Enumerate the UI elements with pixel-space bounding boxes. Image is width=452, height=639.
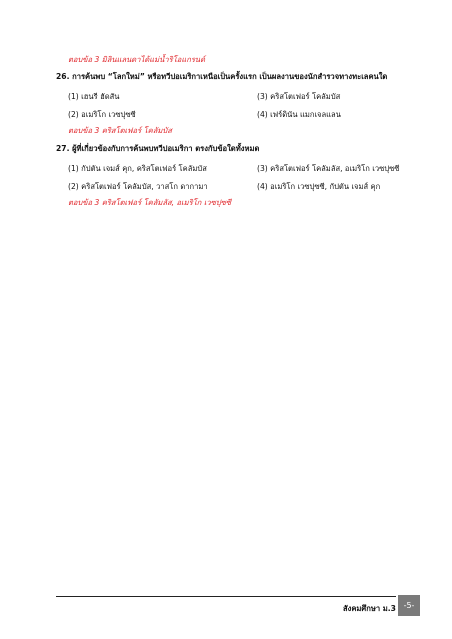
q27-option-3: (3) คริสโตเฟอร์ โคลัมลัส, อเมริโก เวซปุซซี	[257, 164, 400, 173]
footer-divider	[56, 596, 396, 597]
q26-option-4: (4) เฟร์ดินัน แมกเจลแลน	[257, 110, 341, 119]
q27-option-4: (4) อเมริโก เวซปุซซี, กัปตัน เจมส์ คุก	[257, 182, 381, 191]
question-26: 26. การค้นพบ “โลกใหม่” หรือทวีปอเมริกาเหนือเป็นครั้งแรก เป็นผลงานของนักสำรวจทางทะเลคนใด	[56, 72, 388, 81]
q26-option-2: (2) อเมริโก เวซปุซซี	[68, 110, 136, 119]
q26-option-1: (1) เฮนรี ฮัดสัน	[68, 92, 120, 101]
previous-answer: ตอบข้อ 3 มิลินแลนดาได้แม่น้ำริโอแกรนด์	[68, 55, 206, 64]
q26-answer: ตอบข้อ 3 คริสโตเฟอร์ โคลัมบัส	[68, 126, 172, 135]
q27-option-1: (1) กัปตัน เจมส์ คุก, คริสโตเฟอร์ โคลัมบัส	[68, 164, 207, 173]
q27-answer: ตอบข้อ 3 คริสโตเฟอร์ โคลัมลัส, อเมริโก เวซปุซซี	[68, 198, 231, 207]
page-number: -5-	[398, 595, 420, 616]
q26-option-3: (3) คริสโตเฟอร์ โคลัมบัส	[257, 92, 341, 101]
question-27: 27. ผู้ที่เกี่ยวข้องกับการค้นพบทวีปอเมริกา ตรงกับข้อใดทั้งหมด	[56, 144, 260, 153]
footer-subject: สังคมศึกษา ม.3	[343, 604, 396, 613]
q27-option-2: (2) คริสโตเฟอร์ โคลัมบัส, วาสโก ดากามา	[68, 182, 208, 191]
